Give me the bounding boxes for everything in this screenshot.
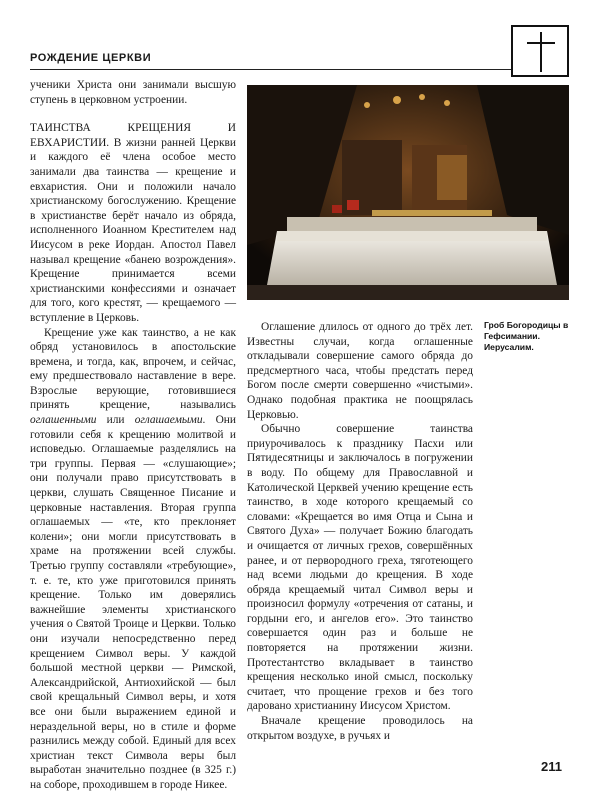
section-heading: ТАИНСТВА КРЕЩЕНИЯ И ЕВХАРИСТИИ. (30, 122, 236, 149)
photo-caption: Гроб Богородицы в Гефсимании. Иерусалим. (484, 320, 569, 352)
sacraments-text: В жизни ранней Церкви и каждого её члена особое место занимали два таинства — крещение и евхаристия. Они и положили начало христианскому богослужению. Крещение в христианстве берёт начало из обряда, исполненного Иоанном Крестителем над Иисусом в реке Иордан. Апостол Павел называл крещение «банею возрождения». Крещение принимается всеми христианскими конфессиями и означает для того, кого крестят, — крещаемого — вступление в Церковь. (30, 136, 236, 324)
tomb-photo (247, 85, 569, 300)
catechumen-text-a: Крещение уже как таинство, а не как обряд установилось в апостольские времена, и тогда, как, впрочем, и сейчас, ему предшествовало наставление в вере. Взрослые верующие, готовившиеся принять крещение, назывались (30, 326, 236, 412)
header-rule (30, 69, 511, 70)
outdoor-baptism-paragraph: Вначале крещение проводилось на открытом воздухе, в ручьях и (247, 715, 473, 742)
intro-paragraph: ученики Христа они занимали высшую ступень в церковном устроении. (30, 79, 236, 106)
sacraments-paragraph (30, 121, 236, 325)
left-column (30, 78, 236, 793)
catechumen-text-b: или (96, 414, 135, 427)
page-number: 211 (541, 759, 562, 774)
term-oglashennye: оглашенными (30, 414, 97, 427)
section-title: РОЖДЕНИЕ ЦЕРКВИ (30, 52, 152, 64)
catechumen-text-c: . Они готовили себя к крещению молитвой и исповедью. Оглашаемые разделялись на три группы. Первая — «слушающие»; они получали право присутствовать в церкви, слушать Священное Писание и церковные наставления. Вторая группа оглашаемых — «те, кто преклоняет колени»; они могли присутствовать в храме на протяжении всей службы. Третью группу составляли «требующие», т. е. те, кто уже приготовился принять крещение. Только им доверялись важнейшие элементы христианского учения о Святой Троице и Церкви. Только они изучали непосредственно перед крещением Символ веры. У каждой большой местной церкви — Римской, Александрийской, Антиохийской — был свой крещальный Символ веры, и хотя все они были выражением единой и нераздельной веры, но в стиле и форме разнились между собой. Единый для всех христиан текст Символа веры был выработан значительно позднее (в 325 г.) на соборе, проходившем в городе Никее. (30, 414, 236, 791)
term-oglashaemye: оглашаемыми (134, 414, 203, 427)
catechumen-paragraph (30, 326, 236, 793)
baptism-rite-paragraph: Обычно совершение таинства приурочивалось к празднику Пасхи или Пятидесятницы и заключалось в погружении в воду. По общему для Православной и Католической Церквей учению крещение есть таинство, в ходе которого крещаемый со словами: «Крещается во имя Отца и Сына и Святого Духа» — получает Божию благодать и очищается от личных грехов, совершённых ранее, и от первородного греха, тяготеющего над всеми людьми до крещения. В ходе обряда крещаемый читал Символ веры и произносил формулу «отречения от сатаны, и гордыни его, и ангелов его». Это таинство совершается один раз и больше не повторяется на протяжении жизни. Протестантство вкладывает в таинство крещения несколько иной смысл, поскольку считает, что прощение грехов и без того даровано христианину Иисусом Христом. (247, 423, 473, 713)
duration-paragraph: Оглашение длилось от одного до трёх лет. Известны случаи, когда оглашенные откладывали совершение самого обряда до предсмертного часа, чтобы предстать перед Богом после смерти совершенно «чистыми». Однако подобная практика не поощрялась Церковью. (247, 321, 473, 421)
middle-column (247, 320, 473, 743)
cross-icon (511, 25, 569, 77)
